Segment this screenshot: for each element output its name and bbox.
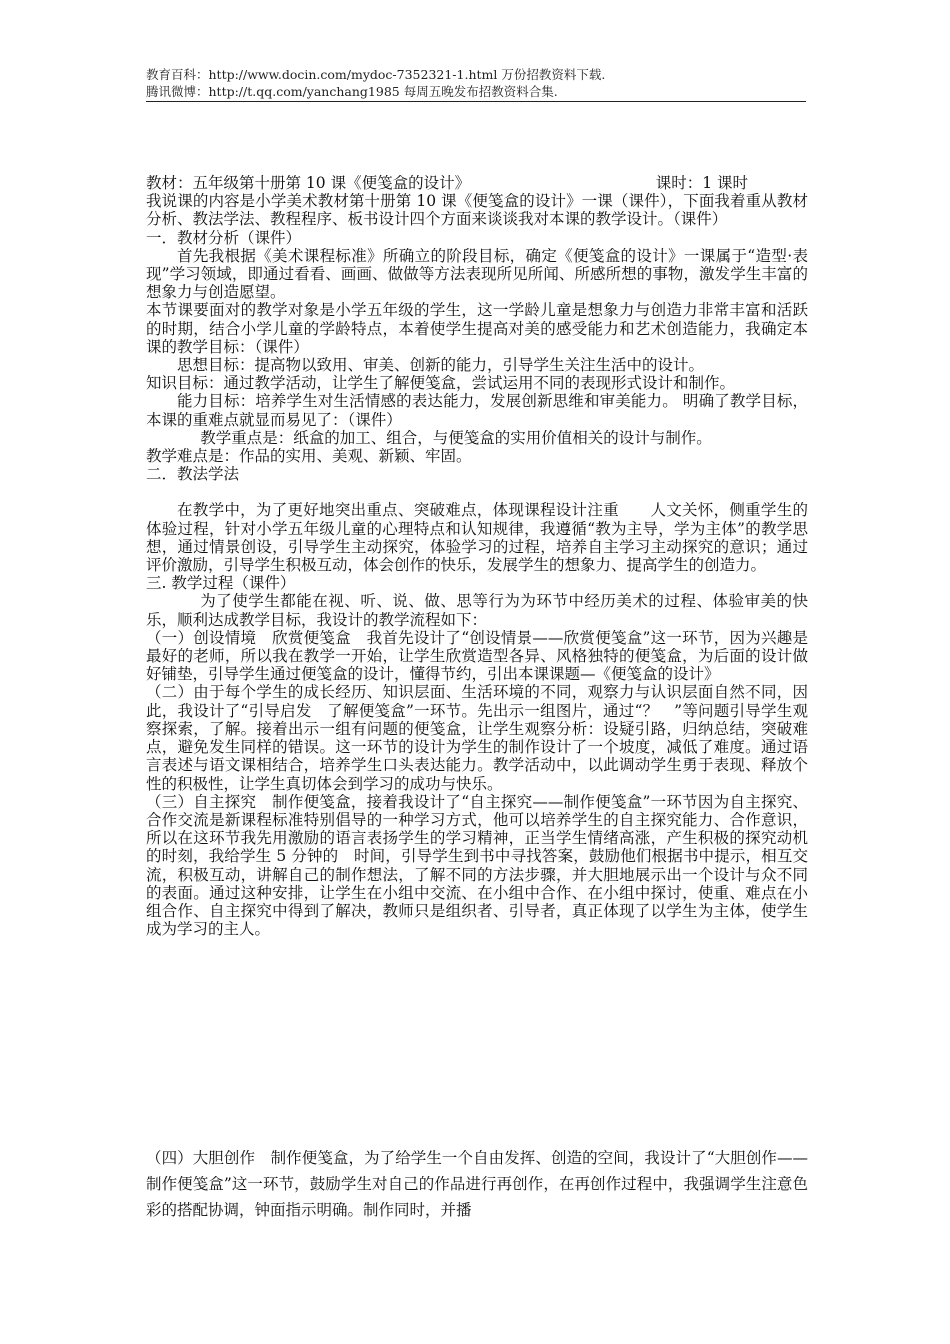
material-label: 教材：五年级第十册第 10 课《便笺盒的设计》 — [146, 174, 471, 192]
document-body — [146, 174, 808, 938]
header-docin-line: 教育百科：http://www.docin.com/mydoc-7352321-1.html 万份招教资料下载. — [146, 67, 606, 82]
section-1-paragraph-2: 本节课要面对的教学对象是小学五年级的学生，这一学龄儿童是想象力与创造力非常丰富和活跃的时期，结合小学儿童的学龄特点，本着使学生提高对美的感受能力和艺术创造能力，我确定本课的教学目标：（课件） — [146, 301, 808, 356]
step-2-paragraph: （二）由于每个学生的成长经历、知识层面、生活环境的不同，观察力与认识层面自然不同，因此，我设计了“引导启发 了解便笺盒”一环节。先出示一组图片，通过“？ ”等问题引导学生观察探索，了解。接着出示一组有问题的便笺盒，让学生观察分析：设疑引路，归纳总结，突破难点，避免发生同样的错误。这一环节的设计为学生的制作设计了一个坡度，减低了难度。通过语言表述与语文课相结合，培养学生口头表达能力。教学活动中，以此调动学生勇于表现、释放个性的积极性，让学生真切体会到学习的成功与快乐。 — [146, 683, 808, 793]
goal-thought: 思想目标：提高物以致用、审美、创新的能力，引导学生关注生活中的设计。 — [177, 356, 705, 375]
section-2-paragraph: 在教学中，为了更好地突出重点、突破难点，体现课程设计注重 人文关怀，侧重学生的体验过程，针对小学五年级儿童的心理特点和认知规律，我遵循“教为主导，学为主体”的教学思想，通过情景创设，引导学生主动探究，体验学习的过程，培养自主学习主动探究的意识；通过评价激励，引导学生积极互动，体会创作的快乐，发展学生的想象力、提高学生的创造力。 — [146, 501, 808, 575]
section-3-title: 三. 教学过程（课件） — [146, 574, 296, 593]
spacer — [146, 483, 808, 501]
section-1-title: 一．教材分析（课件） — [146, 228, 302, 247]
key-point: 教学重点是：纸盒的加工、组合，与便笺盒的实用价值相关的设计与制作。 — [200, 428, 712, 447]
document-body-continued — [146, 1145, 808, 1223]
header-weibo-line: 腾讯微博：http://t.qq.com/yanchang1985 每周五晚发布招教资料合集. — [146, 84, 558, 99]
intro-paragraph: 我说课的内容是小学美术教材第十册第 10 课《便笺盒的设计》一课（课件），下面我着重从教材分析、教法学法、教程程序、板书设计四个方面来谈谈我对本课的教学设计。（课件） — [146, 192, 808, 229]
material-row — [146, 174, 808, 192]
step-1-paragraph: （一）创设情境 欣赏便笺盒 我首先设计了“创设情景——欣赏便笺盒”这一环节，因为兴趣是最好的老师，所以我在教学一开始，让学生欣赏造型各异、风格独特的便笺盒，为后面的设计做好铺垫，引导学生通过便笺盒的设计，懂得节约，引出本课课题—《便笺盒的设计》 — [146, 628, 808, 684]
page-header — [146, 66, 806, 100]
step-4-paragraph: （四）大胆创作 制作便笺盒，为了给学生一个自由发挥、创造的空间，我设计了“大胆创作——制作便笺盒”这一环节，鼓励学生对自己的作品进行再创作，在再创作过程中，我强调学生注意色彩的搭配协调，钟面指示明确。制作同时，并播 — [146, 1149, 808, 1219]
goal-knowledge: 知识目标：通过教学活动，让学生了解便笺盒，尝试运用不同的表现形式设计和制作。 — [146, 374, 736, 393]
header-divider — [146, 101, 806, 102]
difficult-point: 教学难点是：作品的实用、美观、新颖、牢固。 — [146, 447, 472, 466]
hours-label: 课时：1 课时 — [655, 174, 748, 192]
goal-ability: 能力目标：培养学生对生活情感的表达能力，发展创新思维和审美能力。 明确了教学目标，本课的重难点就显而易见了：（课件） — [146, 392, 808, 429]
step-3-paragraph: （三）自主探究 制作便笺盒，接着我设计了“自主探究——制作便笺盒”一环节因为自主探究、合作交流是新课程标准特别倡导的一种学习方式，他可以培养学生的自主探究能力、合作意识，所以在这环节我先用激励的语言表扬学生的学习精神，正当学生情绪高涨，产生积极的探究动机的时刻，我给学生 5 分钟的 时间，引导学生到书中寻找答案，鼓励他们根据书中提示，相互交流，积极互动，讲解自己的制作想法，了解不同的方法步骤，并大胆地展示出一个设计与众不同的表面。通过这种安排，让学生在小组中交流、在小组中合作、在小组中探讨，使重、难点在小组合作、自主探究中得到了解决，教师只是组织者、引导者，真正体现了以学生为主体，使学生成为学习的主人。 — [146, 792, 808, 939]
section-2-title: 二．教法学法 — [146, 465, 240, 484]
section-3-paragraph: 为了使学生都能在视、听、说、做、思等行为为环节中经历美术的过程、体验审美的快乐，顺利达成教学目标，我设计的教学流程如下： — [146, 592, 808, 629]
section-1-paragraph-1: 首先我根据《美术课程标准》所确立的阶段目标，确定《便笺盒的设计》一课属于“造型·表现”学习领域，即通过看看、画画、做做等方法表现所见所闻、所感所想的事物，激发学生丰富的想象力与创造愿望。 — [146, 246, 808, 302]
